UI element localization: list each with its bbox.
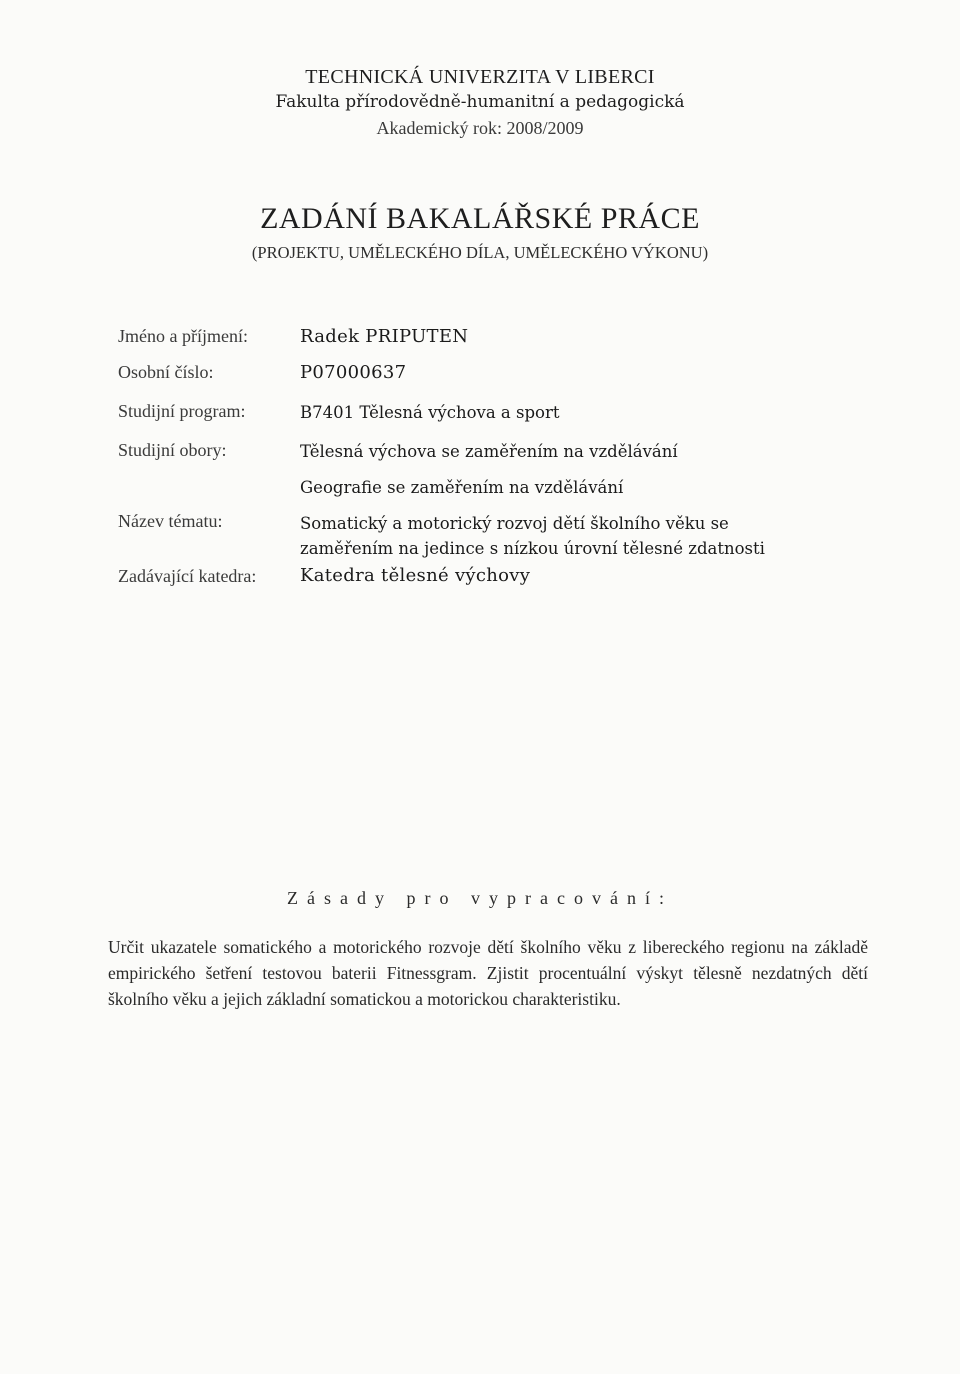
topic-label: Název tématu: <box>118 511 223 531</box>
study-program-value: B7401 Tělesná výchova a sport <box>300 403 560 422</box>
academic-year: Akademický rok: 2008/2009 <box>376 118 584 138</box>
study-field-2: Geografie se zaměřením na vzdělávání <box>300 478 624 497</box>
personal-number-label: Osobní číslo: <box>118 362 214 382</box>
study-program-label: Studijní program: <box>118 401 246 421</box>
department-label: Zadávající katedra: <box>118 566 257 586</box>
guidelines-heading: Zásady pro vypracování: <box>287 888 673 908</box>
topic-line-2: zaměřením na jedince s nízkou úrovní tělesné zdatnosti <box>300 539 765 558</box>
document-title: ZADÁNÍ BAKALÁŘSKÉ PRÁCE <box>260 202 700 235</box>
study-fields-label: Studijní obory: <box>118 440 227 460</box>
name-value: Radek PRIPUTEN <box>300 326 469 347</box>
faculty-name: Fakulta přírodovědně-humanitní a pedagogická <box>275 92 685 112</box>
document-subtitle: (PROJEKTU, UMĚLECKÉHO DÍLA, UMĚLECKÉHO VÝKONU) <box>251 243 709 262</box>
personal-number-value: P07000637 <box>300 362 407 383</box>
topic-line-1: Somatický a motorický rozvoj dětí školního věku se <box>300 514 729 533</box>
name-label: Jméno a příjmení: <box>118 326 248 346</box>
study-field-1: Tělesná výchova se zaměřením na vzdělávání <box>300 442 678 461</box>
department-value: Katedra tělesné výchovy <box>300 565 531 586</box>
guidelines-text: Určit ukazatele somatického a motorického rozvoje dětí školního věku z libereckého regionu na základě empirického šetření testovou baterii Fitnessgram. Zjistit procentuální výskyt tělesně nezdatných dětí školního věku a jejich základní somatickou a motorickou charakteristiku. <box>108 937 868 1009</box>
university-name: TECHNICKÁ UNIVERZITA V LIBERCI <box>305 66 655 88</box>
